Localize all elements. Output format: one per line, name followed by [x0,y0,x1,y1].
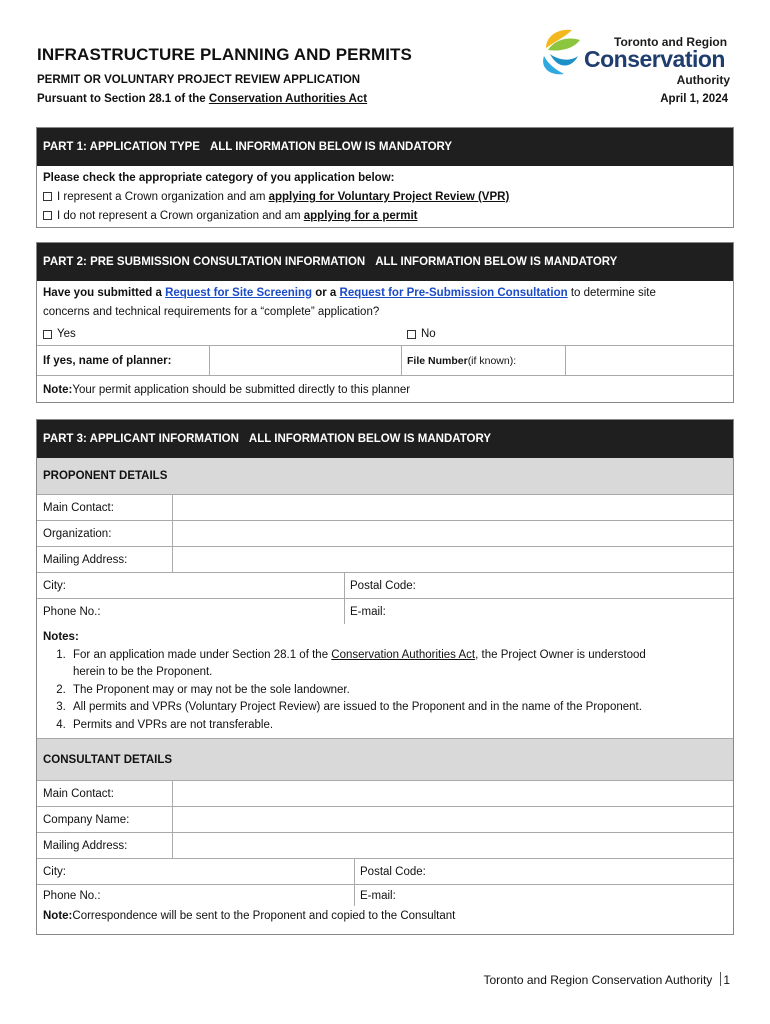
consultant-main-contact-label: Main Contact: [43,787,114,800]
form-subtitle: PERMIT OR VOLUNTARY PROJECT REVIEW APPLICATION [37,74,361,86]
option-vpr[interactable] [37,188,733,207]
proponent-phone-row[interactable] [37,598,733,624]
part2-question-line2: concerns and technical requirements for a “complete” application? [43,306,380,318]
part2-note-label: Note: [43,383,73,396]
note-1-suffix: , the Project Owner is understood [475,648,646,661]
yes-no-row [37,323,733,345]
consultant-note-row [37,906,733,926]
logo-line-3: Authority [676,73,730,87]
proponent-city-label: City: [43,579,66,592]
part2-mandatory: ALL INFORMATION BELOW IS MANDATORY [375,256,618,268]
consultant-email-label: E-mail: [360,889,396,902]
part2-section [36,242,734,403]
consultant-postal-label: Postal Code: [360,865,426,878]
proponent-organization-input[interactable] [173,521,734,546]
notes-label: Notes: [43,631,79,643]
logo-line-2: Conservation [584,46,725,72]
q-or: or a [312,287,340,299]
planner-label: If yes, name of planner: [43,354,172,367]
footer-org: Toronto and Region Conservation Authority [483,973,713,987]
proponent-heading: PROPONENT DETAILS [37,458,733,494]
q-suffix: to determine site [567,287,656,299]
consultant-note-text: Correspondence will be sent to the Proponent and copied to the Consultant [72,910,456,922]
page-title: INFRASTRUCTURE PLANNING AND PERMITS [37,45,412,64]
file-number-text: File Number [407,354,468,367]
part2-header [37,243,733,281]
consultant-note [37,906,455,926]
consultant-note-label: Note: [43,910,73,922]
part1-heading: PART 1: APPLICATION TYPE [43,141,200,153]
consultant-company-label: Company Name: [43,813,130,826]
part2-question [37,284,733,303]
consultant-phone-row[interactable] [37,884,733,906]
part2-note-row [37,375,733,403]
file-number-input[interactable] [566,346,734,375]
part1-header [37,128,733,166]
trca-logo [536,26,736,90]
option-permit-emph: applying for a permit [303,210,418,222]
note-3: 3. All permits and VPRs (Voluntary Project Review) are issued to the Proponent and in the name of the Proponent. [69,699,733,717]
part1-section [36,127,734,228]
planner-input[interactable] [210,346,401,375]
yes-label: Yes [57,328,76,340]
option-permit[interactable] [37,207,733,226]
note-1 [69,647,733,682]
act-name: Conservation Authorities Act [208,93,368,105]
logo-line-1: Toronto and Region [614,35,728,49]
part3-header [37,420,733,458]
pre-submission-link[interactable]: Request for Pre-Submission Consultation [339,287,568,299]
proponent-city-row[interactable] [37,572,733,598]
consultant-heading: CONSULTANT DETAILS [37,738,733,780]
planner-row [37,345,733,375]
proponent-organization-label: Organization: [43,527,112,540]
permit-checkbox[interactable] [43,211,52,220]
consultant-city-row[interactable] [37,858,733,884]
consultant-company-row [37,806,733,832]
part3-heading: PART 3: APPLICANT INFORMATION [43,433,239,445]
proponent-phone-label: Phone No.: [43,605,101,618]
page-footer [484,972,731,987]
consultant-phone-label: Phone No.: [43,889,101,902]
form-date: April 1, 2024 [660,93,728,105]
consultant-main-contact-input[interactable] [173,781,734,806]
note-1-act: Conservation Authorities Act [331,648,476,661]
note-4: 4. Permits and VPRs are not transferable. [69,717,733,735]
part2-note [37,376,410,403]
no-checkbox[interactable] [407,330,416,339]
part1-prompt: Please check the appropriate category of you application below: [43,172,395,184]
yes-option[interactable] [37,323,76,345]
consultant-mailing-input[interactable] [173,833,734,858]
consultant-mailing-row [37,832,733,858]
logo-mark-icon [536,26,584,78]
part1-mandatory: ALL INFORMATION BELOW IS MANDATORY [209,141,453,153]
part2-heading: PART 2: PRE SUBMISSION CONSULTATION INFORMATION [43,256,366,268]
option-vpr-prefix: I represent a Crown organization and am [57,191,269,203]
note-1-line2: herein to be the Proponent. [73,666,213,678]
note-2: 2. The Proponent may or may not be the sole landowner. [69,682,733,700]
proponent-mailing-row [37,546,733,572]
option-vpr-emph: applying for Voluntary Project Review (VPR) [268,191,510,203]
part3-mandatory: ALL INFORMATION BELOW IS MANDATORY [248,433,492,445]
consultant-mailing-label: Mailing Address: [43,839,128,852]
proponent-main-contact-input[interactable] [173,495,734,520]
q-prefix: Have you submitted a [43,287,166,299]
consultant-main-contact-row [37,780,733,806]
consultant-city-label: City: [43,865,66,878]
yes-checkbox[interactable] [43,330,52,339]
proponent-main-contact-row [37,494,733,520]
proponent-email-label: E-mail: [350,605,386,618]
no-label: No [421,328,436,340]
proponent-organization-row [37,520,733,546]
proponent-main-contact-label: Main Contact: [43,501,114,514]
proponent-mailing-label: Mailing Address: [43,553,128,566]
proponent-postal-label: Postal Code: [350,579,416,592]
vpr-checkbox[interactable] [43,192,52,201]
option-permit-prefix: I do not represent a Crown organization and am [57,210,304,222]
file-number-hint: (if known): [467,354,517,367]
part2-note-text: Your permit application should be submitted directly to this planner [72,383,411,396]
proponent-mailing-input[interactable] [173,547,734,572]
pursuant-line [37,93,367,105]
proponent-notes [37,629,733,734]
consultant-company-input[interactable] [173,807,734,832]
no-option[interactable] [401,323,436,345]
note-1-prefix: For an application made under Section 28.1 of the [73,648,332,661]
page-number: 1 [723,973,730,987]
site-screening-link[interactable]: Request for Site Screening [165,287,313,299]
pursuant-prefix: Pursuant to Section 28.1 of the [37,93,209,105]
file-number-label [401,346,516,375]
part3-section [36,419,734,935]
